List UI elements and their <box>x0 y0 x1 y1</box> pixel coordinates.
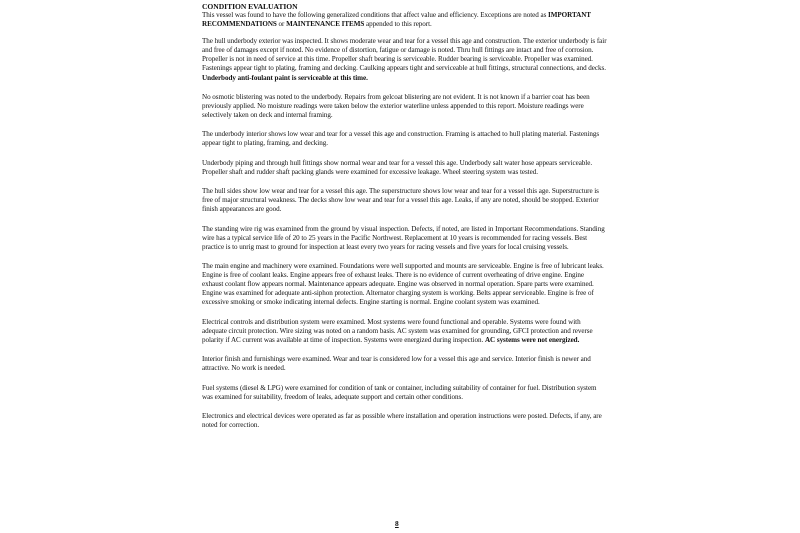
section-heading: CONDITION EVALUATION <box>202 2 298 11</box>
osmotic-paragraph: No osmotic blistering was noted to the underbody. Repairs from gelcoat blistering are not evident. It is not known if a barrier coat has been previously applied. No moisture readings were taken below the exterior waterline unless appended to this report. Moisture readings were selectively taken on deck and internal framing. <box>202 92 590 120</box>
hull-sides-paragraph: The hull sides show low wear and tear for a vessel this age. The superstructure shows low wear and tear for a vessel this age. Superstructure is free of major structural weakness. The decks show low wear and tear for a vessel this age. Leaks, if any are noted, should be stopped. Exterior finish appearances are good. <box>202 187 599 214</box>
hull-paragraph <box>202 37 607 82</box>
engine-paragraph: The main engine and machinery were examined. Foundations were well supported and mounts are serviceable. Engine is free of lubricant leaks. Engine is free of coolant leaks. Engine appears free of exhaust leaks. There is no evidence of current overheating of drive engine. Engine exhaust coolant flow appears normal. Maintenance appears adequate. Engine was observed in normal operation. Spare parts were examined. Engine was examined for adequate anti-siphon protection. Alternator charging system is working. Belts appear serviceable. Engine is free of excessive smoking or smoke indicating internal defects. Engine starting is normal. Engine coolant system was examined. <box>202 262 604 307</box>
intro-text-3: appended to this report. <box>364 20 432 29</box>
electrical-paragraph <box>202 318 607 345</box>
electrical-bold: AC systems were not energized. <box>484 335 580 344</box>
intro-bold-2: MAINTENANCE ITEMS <box>286 20 365 29</box>
page-number: 8 <box>395 519 399 528</box>
document-body <box>202 2 607 440</box>
hull-bold: Underbody anti-foulant paint is serviceable at this time. <box>202 73 368 82</box>
fuel-paragraph: Fuel systems (diesel & LPG) were examined for condition of tank or container, including suitability of container for fuel. Distribution system was examined for suitability, freedom of leaks, adequate support and certain other conditions. <box>202 383 597 401</box>
electrical-text: Electrical controls and distribution system were examined. Most systems were found functional and operable. Systems were found with adequate circuit protection. Wire sizing was noted on a random basis. AC system was examined for grounding, GFCI protection and reverse polarity if AC current was available at time of inspection. Systems were energized during inspection. <box>202 317 593 344</box>
intro-paragraph <box>202 11 607 29</box>
piping-paragraph: Underbody piping and through hull fittings show normal wear and tear for a vessel this age. Underbody salt water hose appears serviceable. Propeller shaft and rudder shaft packing glands were examined for excessive leakage. Wheel steering system was tested. <box>202 158 593 176</box>
intro-text-1: This vessel was found to have the following generalized conditions that affect value and efficiency. Exceptions are noted as <box>202 11 549 19</box>
electronics-paragraph: Electronics and electrical devices were operated as far as possible where installation and operation instructions were posted. Defects, if any, are noted for correction. <box>202 411 602 429</box>
interior-finish-paragraph: Interior finish and furnishings were examined. Wear and tear is considered low for a vessel this age and service. Interior finish is newer and attractive. No work is needed. <box>202 355 591 373</box>
intro-bold-1: IMPORTANT RECOMMENDATIONS <box>202 11 591 29</box>
interior-paragraph: The underbody interior shows low wear and tear for a vessel this age and construction. Framing is attached to hull plating material. Fastenings appear tight to plating, framing, and decking. <box>202 130 600 148</box>
rigging-paragraph: The standing wire rig was examined from the ground by visual inspection. Defects, if noted, are listed in Important Recommendations. Standing wire has a typical service life of 20 to 25 years in the Pacific Northwest. Replacement at 10 years is recommended for racing vessels. Best practice is to unrig mast to ground for inspection at least every two years for racing vessels and five years for local cruising vessels. <box>202 224 605 251</box>
intro-text-2: or <box>276 20 287 29</box>
hull-text: The hull underbody exterior was inspected. It shows moderate wear and tear for a vessel this age and construction. The exterior underbody is fair and free of damages except if noted. No evidence of distortion, fatigue or damage is noted. Thru hull fittings are intact and free of corrosion. Propeller is not in need of service at this time. Propeller shaft bearing is serviceable. Rudder bearing is serviceable. Propeller was examined. Fastenings appear tight to plating, framing and decking. Caulking appears tight and serviceable at hull fittings, structural connections, and decks. <box>202 37 607 73</box>
